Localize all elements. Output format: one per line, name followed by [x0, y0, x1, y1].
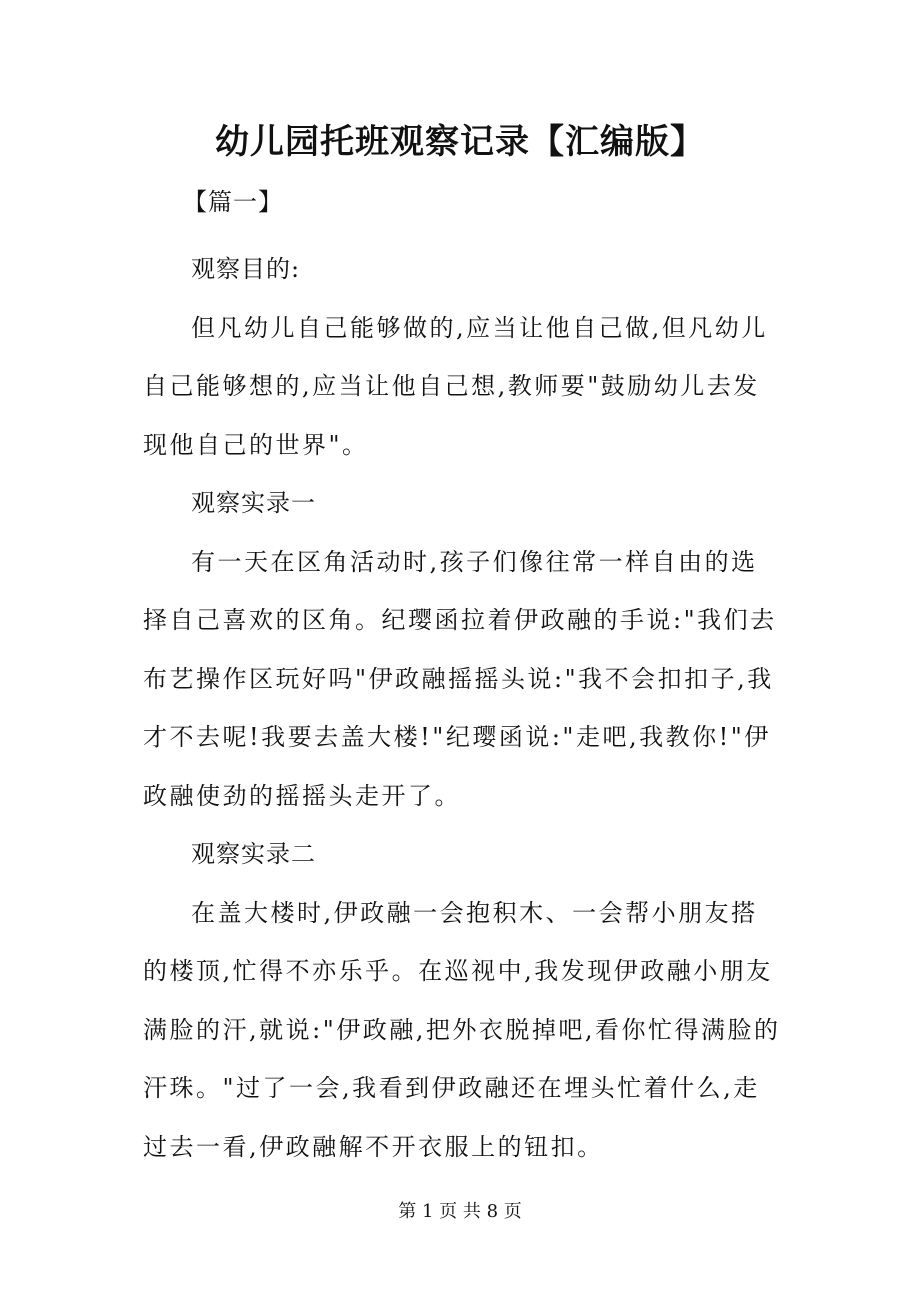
paragraph-heading-record-1: 观察实录一 [191, 489, 316, 517]
document-body [143, 182, 783, 1176]
section-label: 【篇一】 [183, 188, 283, 216]
paragraph-record-2-body: 在盖大楼时,伊政融一会抱积木、一会帮小朋友搭的楼顶,忙得不亦乐乎。在巡视中,我发现伊政融小朋友满脸的汗,就说:"伊政融,把外衣脱掉吧,看你忙得满脸的汗珠。"过了一会,我看到伊政融还在埋头忙着什么,走过去一看,伊政融解不开衣服上的钮扣。 [143, 898, 781, 1161]
paragraph-heading-purpose: 观察目的: [191, 255, 301, 283]
page-footer: 第 1 页 共 8 页 [398, 1201, 522, 1222]
paragraph-record-1-body: 有一天在区角活动时,孩子们像往常一样自由的选择自己喜欢的区角。纪璎函拉着伊政融的手说:"我们去布艺操作区玩好吗"伊政融摇摇头说:"我不会扣扣子,我才不去呢!我要去盖大楼!"纪璎函说:"走吧,我教你!"伊政融使劲的摇摇头走开了。 [143, 547, 777, 810]
paragraph-heading-record-2: 观察实录二 [191, 840, 316, 868]
paragraph-purpose-body: 但凡幼儿自己能够做的,应当让他自己做,但凡幼儿自己能够想的,应当让他自己想,教师要"鼓励幼儿去发现他自己的世界"。 [143, 313, 768, 459]
document-title: 幼儿园托班观察记录【汇编版】 [215, 122, 705, 162]
